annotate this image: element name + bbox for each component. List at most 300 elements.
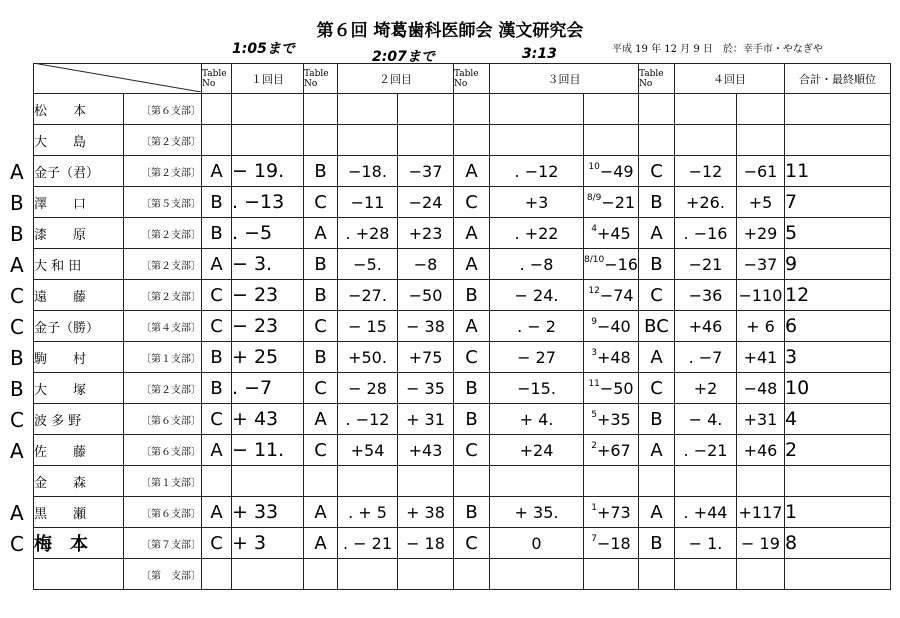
header-corner [34,64,202,94]
player-branch [124,280,202,311]
round2-table [304,342,338,373]
round3-total [584,249,639,280]
round4-table-text: C [650,284,663,306]
round2-total [398,125,454,156]
round2-total [398,466,454,497]
round4-score [674,342,736,373]
round2-score-text: . −12 [345,409,390,429]
final-rank-text: 8 [784,532,798,554]
final-rank [784,466,890,497]
round2-total-text: +23 [408,223,443,243]
round3-table [454,280,490,311]
round4-score [674,249,736,280]
round4-score [674,466,736,497]
page-title: 第６回 埼葛歯科医師会 漢文研究会 [316,21,584,41]
round4-score-text: . −7 [688,347,723,367]
round3-score [490,311,584,342]
player-name [34,497,124,528]
player-name-text: 澤 口 [34,196,87,212]
round1-table-text: B [210,346,223,368]
round4-table-text: B [650,408,663,430]
round4-score-text: − 1. [688,533,723,553]
player-name-text: 金子（君） [34,165,100,181]
final-rank-text: 3 [784,346,798,368]
round3-table-text: A [465,315,478,337]
player-row [34,156,891,187]
round2-score-text: . + 5 [348,502,387,522]
player-branch-text: 〔第６支部〕 [141,415,201,427]
player-name-text: 波 多 野 [34,413,82,429]
round3-score [490,466,584,497]
round4-table [638,528,674,559]
round2-table [304,373,338,404]
round4-score-text: −36 [688,285,723,305]
round2-total [398,559,454,590]
margin-letter: C [10,408,24,432]
round4-total-text: +46 [743,440,778,460]
round4-table [638,156,674,187]
round4-table-text: C [650,160,663,182]
player-name [34,249,124,280]
round1-table-text: C [210,284,223,306]
round3-table-text: C [465,439,478,461]
round3-table [454,311,490,342]
round1-score-text: + 25 [232,346,279,368]
round3-rank-note: 1 [591,502,597,513]
final-rank [784,125,890,156]
round4-score-text: +2 [693,378,718,398]
round1-score [232,280,304,311]
round2-total [398,280,454,311]
player-branch-text: 〔第２支部〕 [141,260,201,272]
round1-table-text: B [210,191,223,213]
round3-total [584,156,639,187]
player-branch-text: 〔第１支部〕 [141,353,201,365]
round3-total [584,280,639,311]
round1-table [202,559,232,590]
round4-total [736,280,784,311]
player-name [34,218,124,249]
round1-score [232,373,304,404]
round1-score-text: . −5 [232,222,273,244]
margin-letter: B [10,377,24,401]
margin-letter: B [10,191,24,215]
player-branch-text: 〔第２支部〕 [141,229,201,241]
round2-total [398,249,454,280]
header-table-no-3: Table No [454,64,490,94]
player-row [34,249,891,280]
round4-score [674,435,736,466]
round4-table-text: B [650,532,663,554]
player-branch-text: 〔第１支部〕 [141,477,201,489]
player-branch [124,311,202,342]
round4-table-text: C [650,377,663,399]
round1-score [232,466,304,497]
round4-table-text: BC [644,315,669,337]
player-name [34,373,124,404]
round3-table [454,125,490,156]
round2-table [304,218,338,249]
round1-score [232,125,304,156]
player-branch-text: 〔第６支部〕 [141,446,201,458]
round4-total-text: −48 [743,378,778,398]
round2-total-text: − 35 [406,378,445,398]
margin-letter: A [10,253,24,277]
round3-table [454,404,490,435]
round2-score [338,125,398,156]
round2-total-text: −24 [408,192,443,212]
player-branch [124,218,202,249]
round3-rank-note: 11 [588,378,600,389]
round1-score-text: + 3 [232,532,267,554]
round4-score-text: . +44 [683,502,728,522]
time-note-round3: 3:13 [522,46,557,62]
player-name [34,342,124,373]
final-rank [784,435,890,466]
round2-score-text: . − 21 [342,533,393,553]
round3-total-text: +45 [596,223,631,243]
round2-score-text: +54 [350,440,385,460]
round2-table [304,280,338,311]
round2-table-text: A [314,532,327,554]
player-branch-text: 〔第６支部〕 [141,508,201,520]
round2-score-text: −27. [348,285,387,305]
round2-table [304,125,338,156]
final-rank [784,528,890,559]
player-name [34,187,124,218]
margin-letter: B [10,346,24,370]
final-rank-text: 5 [784,222,798,244]
player-name [34,311,124,342]
round3-score-text: + 4. [519,409,554,429]
round4-score [674,187,736,218]
round1-table [202,342,232,373]
player-branch-text: 〔第２支部〕 [141,136,201,148]
player-name-text: 駒 村 [34,351,87,367]
round4-total-text: +117 [738,502,783,522]
round1-table [202,311,232,342]
round3-total [584,528,639,559]
round3-total [584,311,639,342]
round2-score [338,342,398,373]
round1-score-text: − 11. [232,439,285,461]
round2-total-text: + 38 [406,502,445,522]
round2-table-text: C [314,377,327,399]
round2-total [398,187,454,218]
round4-total-text: − 19 [741,533,780,553]
final-rank [784,311,890,342]
final-rank [784,497,890,528]
round4-score [674,94,736,125]
round1-score [232,404,304,435]
round2-total [398,342,454,373]
player-row [34,373,891,404]
round2-table [304,187,338,218]
round4-table [638,125,674,156]
player-row [34,559,891,590]
round1-table [202,156,232,187]
round1-score [232,497,304,528]
final-rank-text: 2 [784,439,798,461]
round1-table [202,497,232,528]
round4-total [736,342,784,373]
final-rank [784,373,890,404]
round2-score-text: −11 [350,192,385,212]
player-name [34,156,124,187]
round4-total-text: + 6 [746,316,775,336]
round1-score [232,156,304,187]
round3-table-text: B [465,377,478,399]
player-name [34,435,124,466]
round3-total-text: −16 [604,254,638,274]
round4-score [674,156,736,187]
round1-table-text: A [210,439,223,461]
round3-table [454,187,490,218]
date-place-note: 平成 19 年 12 月 9 日 於：幸手市・やなぎや [612,44,823,55]
round3-table-text: A [465,253,478,275]
round3-total-text: −50 [599,378,634,398]
round3-rank-note: 12 [588,285,600,296]
round3-table [454,94,490,125]
round4-total [736,249,784,280]
round1-score [232,435,304,466]
round3-score [490,404,584,435]
margin-letter: A [10,160,24,184]
final-rank [784,156,890,187]
round1-score [232,528,304,559]
round4-table [638,187,674,218]
round1-score [232,249,304,280]
round3-total [584,466,639,497]
round1-score [232,559,304,590]
round3-score [490,280,584,311]
round2-score [338,218,398,249]
time-note-round1: 1:05まで [232,41,295,57]
header-round4: ４回目 [674,64,784,94]
round1-table-text: A [210,253,223,275]
round3-total [584,435,639,466]
round3-score [490,559,584,590]
round3-rank-note: 9 [591,316,597,327]
round4-total [736,435,784,466]
round4-total [736,404,784,435]
round4-score [674,528,736,559]
round3-total [584,94,639,125]
round2-score [338,497,398,528]
player-row [34,311,891,342]
player-branch [124,125,202,156]
round3-rank-note: 4 [591,223,597,234]
round4-total [736,528,784,559]
round3-rank-note: 8/9 [586,192,602,203]
round4-score [674,280,736,311]
margin-letter: C [10,532,24,556]
round3-total [584,497,639,528]
round1-table [202,466,232,497]
round3-table [454,528,490,559]
player-branch-text: 〔第２支部〕 [141,384,201,396]
round4-table [638,311,674,342]
round1-score [232,187,304,218]
round4-score-text: −12 [688,161,723,181]
round4-total-text: −110 [738,285,783,305]
round1-score [232,311,304,342]
final-rank [784,404,890,435]
final-rank [784,280,890,311]
round4-total-text: +31 [743,409,778,429]
round1-table-text: C [210,408,223,430]
player-row [34,528,891,559]
player-name-text: 大 塚 [34,382,87,398]
player-branch [124,404,202,435]
round1-score-text: + 33 [232,501,279,523]
round2-table-text: A [314,222,327,244]
player-row [34,435,891,466]
round4-table [638,342,674,373]
final-rank-text: 9 [784,253,798,275]
round2-score [338,559,398,590]
round3-score-text: +24 [519,440,554,460]
round3-total-text: +48 [596,347,631,367]
round4-table [638,404,674,435]
margin-letter: C [10,284,24,308]
player-branch-text: 〔第５支部〕 [141,198,201,210]
round3-score [490,373,584,404]
final-rank-text: 10 [784,377,810,399]
round2-total-text: −50 [408,285,443,305]
round3-score-text: − 27 [517,347,556,367]
round2-table-text: B [314,284,327,306]
player-name-text: 遠 藤 [34,289,87,305]
round3-rank-note: 2 [591,440,597,451]
round4-total [736,187,784,218]
player-row [34,125,891,156]
header-table-no-1: Table No [202,64,232,94]
round2-total-text: +75 [408,347,443,367]
final-rank [784,249,890,280]
round1-score-text: − 19. [232,160,285,182]
round2-table-text: B [314,253,327,275]
round3-total [584,218,639,249]
round2-total [398,373,454,404]
round3-total-text: −49 [599,161,634,181]
round3-table-text: C [465,191,478,213]
round1-table [202,280,232,311]
player-branch [124,342,202,373]
round3-rank-note: 5 [591,409,597,420]
round3-rank-note: 7 [591,533,597,544]
round3-score-text: . −12 [514,161,559,181]
round1-score-text: − 23 [232,315,279,337]
round3-table [454,466,490,497]
round3-table-text: B [465,408,478,430]
player-name-text: 黒 瀬 [34,506,87,522]
round3-table [454,497,490,528]
round3-score-text: . −8 [519,254,554,274]
player-name [34,280,124,311]
player-branch [124,373,202,404]
round2-table [304,528,338,559]
player-row [34,342,891,373]
round4-total-text: −37 [743,254,778,274]
player-name [34,559,124,590]
player-row [34,218,891,249]
round2-total [398,94,454,125]
final-rank-text: 7 [784,191,798,213]
round4-total-text: +5 [748,192,773,212]
player-name [34,528,124,559]
round4-score [674,311,736,342]
final-rank [784,342,890,373]
header-row [34,64,891,94]
round1-score [232,342,304,373]
round2-table [304,311,338,342]
round4-score-text: . −21 [683,440,728,460]
round4-score-text: . −16 [683,223,728,243]
round4-total [736,156,784,187]
round3-table [454,218,490,249]
round3-score [490,156,584,187]
player-name [34,466,124,497]
round4-table-text: A [650,439,663,461]
round3-table [454,249,490,280]
round1-table [202,528,232,559]
round4-total [736,125,784,156]
round2-total-text: − 18 [406,533,445,553]
player-branch-text: 〔第２支部〕 [141,291,201,303]
round3-total [584,125,639,156]
round3-score-text: − 24. [514,285,559,305]
player-branch [124,497,202,528]
header-total-rank: 合計・最終順位 [784,64,890,94]
round1-table-text: B [210,222,223,244]
round3-total-text: +67 [596,440,631,460]
round2-total-text: −37 [408,161,443,181]
round3-score [490,187,584,218]
round2-table [304,435,338,466]
round2-total [398,311,454,342]
margin-letter: A [10,501,24,525]
round3-total [584,373,639,404]
header-round1: １回目 [232,64,304,94]
margin-letter: C [10,315,24,339]
round3-table-text: B [465,284,478,306]
player-name [34,125,124,156]
round1-score [232,218,304,249]
round3-score [490,249,584,280]
round4-table [638,280,674,311]
round2-table-text: A [314,408,327,430]
player-branch [124,249,202,280]
round2-score-text: − 15 [348,316,387,336]
round4-total [736,497,784,528]
round1-score [232,94,304,125]
round3-table-text: A [465,222,478,244]
round4-table-text: A [650,346,663,368]
round2-score-text: −5. [353,254,382,274]
round4-total [736,466,784,497]
player-name-text: 大 島 [34,134,87,150]
final-rank [784,187,890,218]
round3-table-text: B [465,501,478,523]
header-round3: ３回目 [490,64,639,94]
round2-score [338,249,398,280]
final-rank [784,94,890,125]
round3-score [490,342,584,373]
round3-table-text: C [465,532,478,554]
round4-score [674,559,736,590]
round1-table [202,94,232,125]
